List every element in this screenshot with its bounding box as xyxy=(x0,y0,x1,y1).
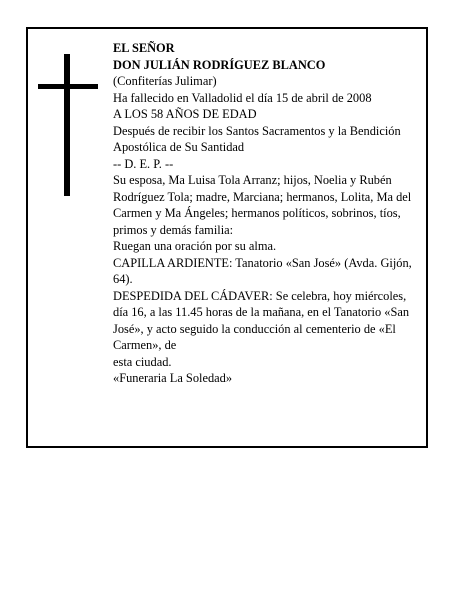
cross-horizontal-bar xyxy=(38,84,98,89)
deceased-name: DON JULIÁN RODRÍGUEZ BLANCO xyxy=(113,57,326,72)
city-line: esta ciudad. xyxy=(113,354,172,369)
age-statement: A LOS 58 AÑOS DE EDAD xyxy=(113,107,257,121)
cross-vertical-bar xyxy=(64,54,70,196)
farewell-info: DESPEDIDA DEL CÁDAVER: Se celebra, hoy miércoles, día 16, a las 11.45 horas de la mañana, en el Tanatorio «San José», y acto seguido la conducción al cementerio de «El Carmen», de xyxy=(113,288,410,352)
chapel-info: CAPILLA ARDIENTE: Tanatorio «San José» (Avda. Gijón, 64). xyxy=(113,255,412,286)
sacraments-statement: Después de recibir los Santos Sacramentos y la Bendición Apostólica de Su Santidad xyxy=(113,123,401,154)
family-list: Su esposa, Ma Luisa Tola Arranz; hijos, Noelia y Rubén Rodríguez Tola; madre, Marciana; hermanos, Lolita, Ma del Carmen y Ma Ángeles; hermanos políticos, sobrinos, tíos, primos y demás familia: xyxy=(113,173,412,237)
dep-line: -- D. E. P. -- xyxy=(113,156,174,171)
funeral-home: «Funeraria La Soledad» xyxy=(113,371,233,385)
company-name: (Confiterías Julimar) xyxy=(113,74,217,88)
title-line-1: EL SEÑOR xyxy=(113,41,175,55)
obituary-text xyxy=(113,40,419,387)
latin-cross-icon xyxy=(38,54,98,196)
death-statement: Ha fallecido en Valladolid el día 15 de abril de 2008 xyxy=(113,90,372,105)
prayer-request: Ruegan una oración por su alma. xyxy=(113,239,277,253)
